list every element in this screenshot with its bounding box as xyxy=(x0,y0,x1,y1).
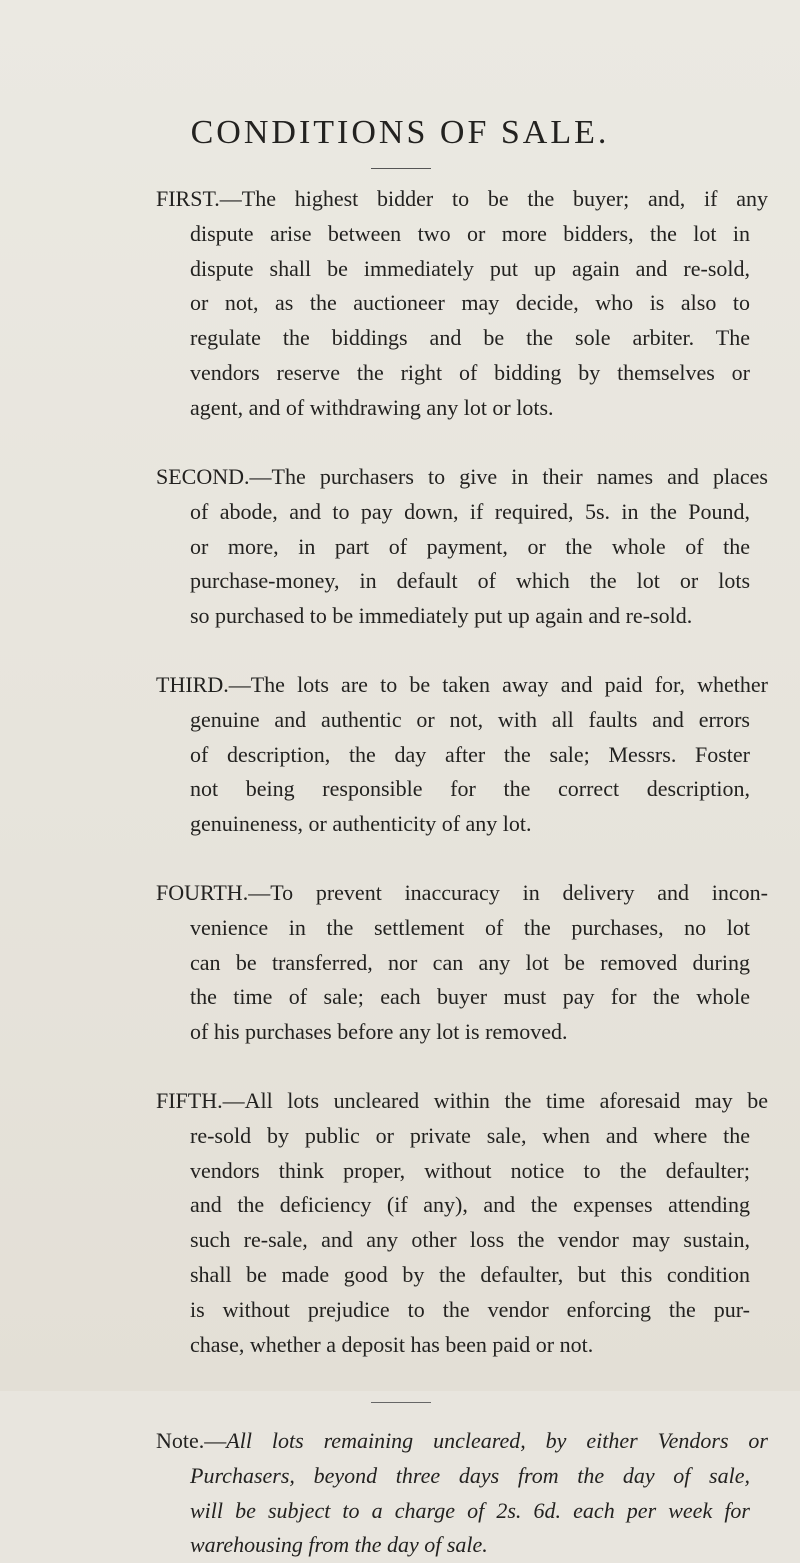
condition-third xyxy=(156,668,768,842)
clause-line: can be transferred, nor can any lot be removed during xyxy=(190,949,750,975)
note-first-line xyxy=(156,1424,768,1459)
condition-first xyxy=(156,182,768,426)
clause-line: shall be made good by the defaulter, but this condition xyxy=(190,1261,750,1287)
clause-line: regulate the biddings and be the sole arbiter. The xyxy=(190,325,750,351)
clause-line: genuine and authentic or not, with all faults and errors xyxy=(190,706,750,732)
clause-line: vendors reserve the right of bidding by themselves or xyxy=(190,359,750,385)
clause-line: and the deficiency (if any), and the expenses attending xyxy=(190,1192,750,1218)
clause-line: venience in the settlement of the purchases, no lot xyxy=(190,914,750,940)
clause-line: genuineness, or authenticity of any lot. xyxy=(190,811,532,837)
clause-line: of abode, and to pay down, if required, 5s. in the Pound, xyxy=(190,498,750,524)
clause-line: re-sold by public or private sale, when and where the xyxy=(190,1122,750,1148)
clause-line: purchase-money, in default of which the lot or lots xyxy=(190,568,750,594)
note-line: will be subject to a charge of 2s. 6d. each per week for xyxy=(190,1497,750,1523)
note-divider xyxy=(371,1402,431,1403)
note-line: Purchasers, beyond three days from the day of sale, xyxy=(190,1462,750,1488)
clause-line: not being responsible for the correct description, xyxy=(190,776,750,802)
clause-line: dispute shall be immediately put up again and re-sold, xyxy=(190,255,750,281)
clause-line: of his purchases before any lot is removed. xyxy=(190,1019,568,1045)
clause-line: chase, whether a deposit has been paid or not. xyxy=(190,1331,594,1357)
note-lead: Note.— xyxy=(156,1428,227,1453)
clause-line: dispute arise between two or more bidders, the lot in xyxy=(190,220,750,246)
clause-line: so purchased to be immediately put up again and re-sold. xyxy=(190,603,693,629)
note-line: All lots remaining uncleared, by either Vendors or xyxy=(226,1428,768,1453)
clause-line: FIRST.—The highest bidder to be the buyer; and, if any xyxy=(156,186,768,211)
clause-line: FOURTH.—To prevent inaccuracy in delivery and incon- xyxy=(156,880,768,905)
condition-fifth xyxy=(156,1084,768,1362)
clause-line: vendors think proper, without notice to the defaulter; xyxy=(190,1157,750,1183)
note-warehousing xyxy=(156,1424,768,1563)
clause-line: agent, and of withdrawing any lot or lots. xyxy=(190,394,554,420)
condition-second xyxy=(156,460,768,634)
title-divider xyxy=(371,168,431,169)
clause-line: such re-sale, and any other loss the vendor may sustain, xyxy=(190,1227,750,1253)
clause-line: or not, as the auctioneer may decide, who is also to xyxy=(190,290,750,316)
page-title: CONDITIONS OF SALE. xyxy=(190,114,610,151)
condition-fourth xyxy=(156,876,768,1050)
clause-line: of description, the day after the sale; Messrs. Foster xyxy=(190,741,750,767)
clause-line: THIRD.—The lots are to be taken away and paid for, whether xyxy=(156,672,768,697)
clause-line: or more, in part of payment, or the whole of the xyxy=(190,533,750,559)
note-line: warehousing from the day of sale. xyxy=(190,1532,488,1558)
clause-line: FIFTH.—All lots uncleared within the time aforesaid may be xyxy=(156,1088,768,1113)
clause-line: the time of sale; each buyer must pay for the whole xyxy=(190,984,750,1010)
clause-line: SECOND.—The purchasers to give in their names and places xyxy=(156,464,768,489)
clause-line: is without prejudice to the vendor enforcing the pur- xyxy=(190,1296,750,1322)
